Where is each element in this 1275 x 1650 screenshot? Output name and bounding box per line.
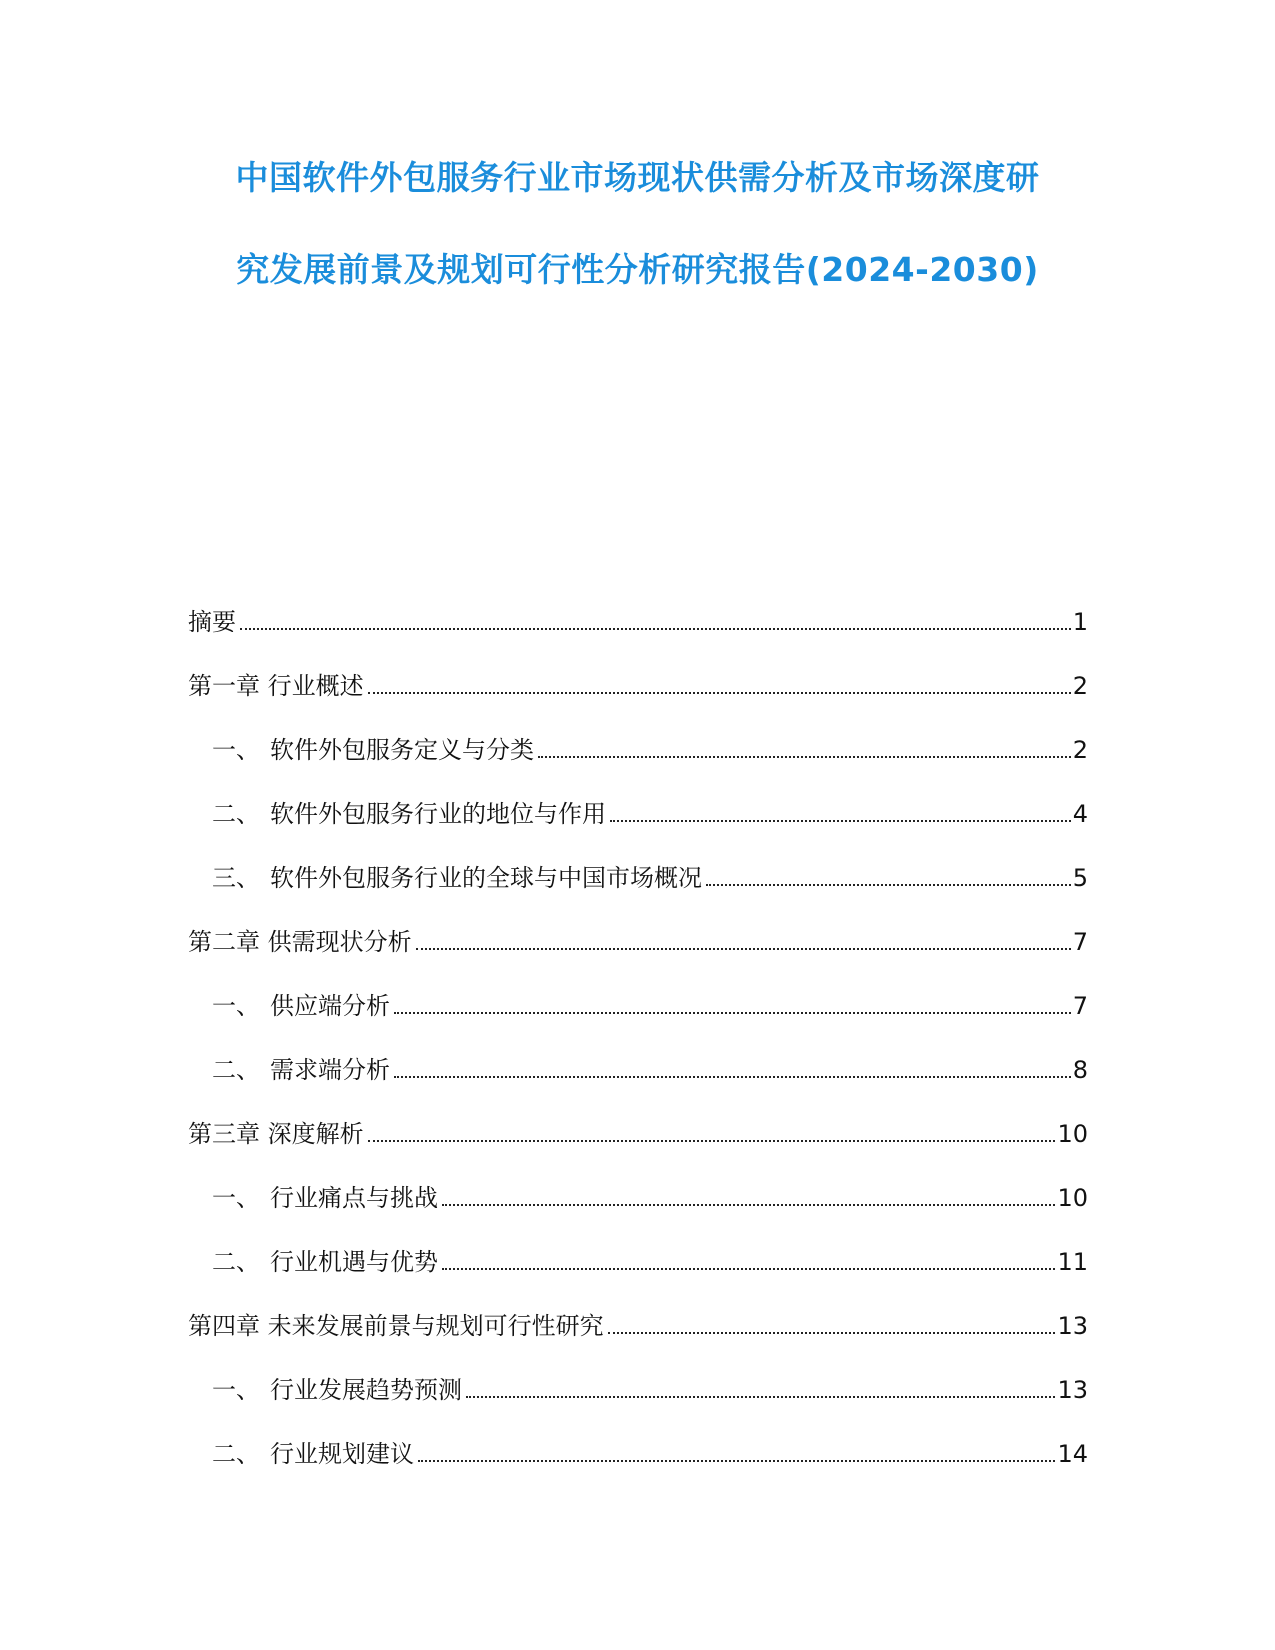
toc-marker: 二、 <box>212 1056 260 1084</box>
toc-page-number: 2 <box>1072 672 1088 700</box>
toc-page-number: 2 <box>1072 736 1088 764</box>
toc-leader-dots <box>608 1332 1056 1334</box>
toc-entry[interactable] <box>188 606 1088 670</box>
toc-marker: 二、 <box>212 800 260 828</box>
toc-leader-dots <box>418 1460 1055 1462</box>
toc-leader-dots <box>368 692 1071 694</box>
toc-label: 行业规划建议 <box>270 1440 414 1468</box>
toc-label: 需求端分析 <box>270 1056 390 1084</box>
toc-leader-dots <box>394 1012 1071 1014</box>
title-line-1: 中国软件外包服务行业市场现状供需分析及市场深度研 <box>235 158 1040 197</box>
toc-page-number: 1 <box>1072 608 1088 636</box>
toc-label: 行业发展趋势预测 <box>270 1376 462 1404</box>
toc-label: 第一章 行业概述 <box>188 672 364 700</box>
toc-entry[interactable] <box>188 862 1088 926</box>
toc-page-number: 7 <box>1072 992 1088 1020</box>
toc-page-number: 10 <box>1057 1120 1088 1148</box>
toc-page-number: 14 <box>1057 1440 1088 1468</box>
toc-marker: 三、 <box>212 864 260 892</box>
toc-entry[interactable] <box>188 1118 1088 1182</box>
toc-entry[interactable] <box>188 734 1088 798</box>
toc-leader-dots <box>610 820 1071 822</box>
table-of-contents <box>188 606 1088 1502</box>
toc-marker: 一、 <box>212 1184 260 1212</box>
toc-label: 软件外包服务行业的地位与作用 <box>270 800 606 828</box>
toc-label: 第四章 未来发展前景与规划可行性研究 <box>188 1312 604 1340</box>
toc-entry[interactable] <box>188 1438 1088 1502</box>
toc-marker: 二、 <box>212 1440 260 1468</box>
toc-entry[interactable] <box>188 670 1088 734</box>
toc-marker: 一、 <box>212 736 260 764</box>
toc-leader-dots <box>538 756 1071 758</box>
document-title <box>140 158 1135 290</box>
toc-leader-dots <box>466 1396 1055 1398</box>
toc-label: 第三章 深度解析 <box>188 1120 364 1148</box>
toc-entry[interactable] <box>188 990 1088 1054</box>
toc-entry[interactable] <box>188 798 1088 862</box>
toc-entry[interactable] <box>188 1054 1088 1118</box>
toc-label: 软件外包服务定义与分类 <box>270 736 534 764</box>
toc-page-number: 10 <box>1057 1184 1088 1212</box>
toc-leader-dots <box>240 628 1071 630</box>
toc-marker: 一、 <box>212 992 260 1020</box>
toc-page-number: 13 <box>1057 1376 1088 1404</box>
toc-label: 第二章 供需现状分析 <box>188 928 412 956</box>
toc-entry[interactable] <box>188 926 1088 990</box>
toc-page-number: 11 <box>1057 1248 1088 1276</box>
toc-label: 摘要 <box>188 608 236 636</box>
toc-leader-dots <box>442 1268 1055 1270</box>
toc-page-number: 4 <box>1072 800 1088 828</box>
title-line-2: 究发展前景及规划可行性分析研究报告(2024-2030) <box>236 250 1039 289</box>
toc-marker: 一、 <box>212 1376 260 1404</box>
toc-page-number: 8 <box>1072 1056 1088 1084</box>
toc-entry[interactable] <box>188 1182 1088 1246</box>
toc-label: 供应端分析 <box>270 992 390 1020</box>
toc-label: 软件外包服务行业的全球与中国市场概况 <box>270 864 702 892</box>
toc-entry[interactable] <box>188 1374 1088 1438</box>
toc-page-number: 5 <box>1072 864 1088 892</box>
toc-leader-dots <box>442 1204 1055 1206</box>
toc-leader-dots <box>706 884 1071 886</box>
toc-marker: 二、 <box>212 1248 260 1276</box>
toc-leader-dots <box>416 948 1071 950</box>
toc-leader-dots <box>368 1140 1056 1142</box>
toc-page-number: 7 <box>1072 928 1088 956</box>
toc-label: 行业痛点与挑战 <box>270 1184 438 1212</box>
toc-leader-dots <box>394 1076 1071 1078</box>
toc-entry[interactable] <box>188 1246 1088 1310</box>
toc-entry[interactable] <box>188 1310 1088 1374</box>
toc-page-number: 13 <box>1057 1312 1088 1340</box>
toc-label: 行业机遇与优势 <box>270 1248 438 1276</box>
